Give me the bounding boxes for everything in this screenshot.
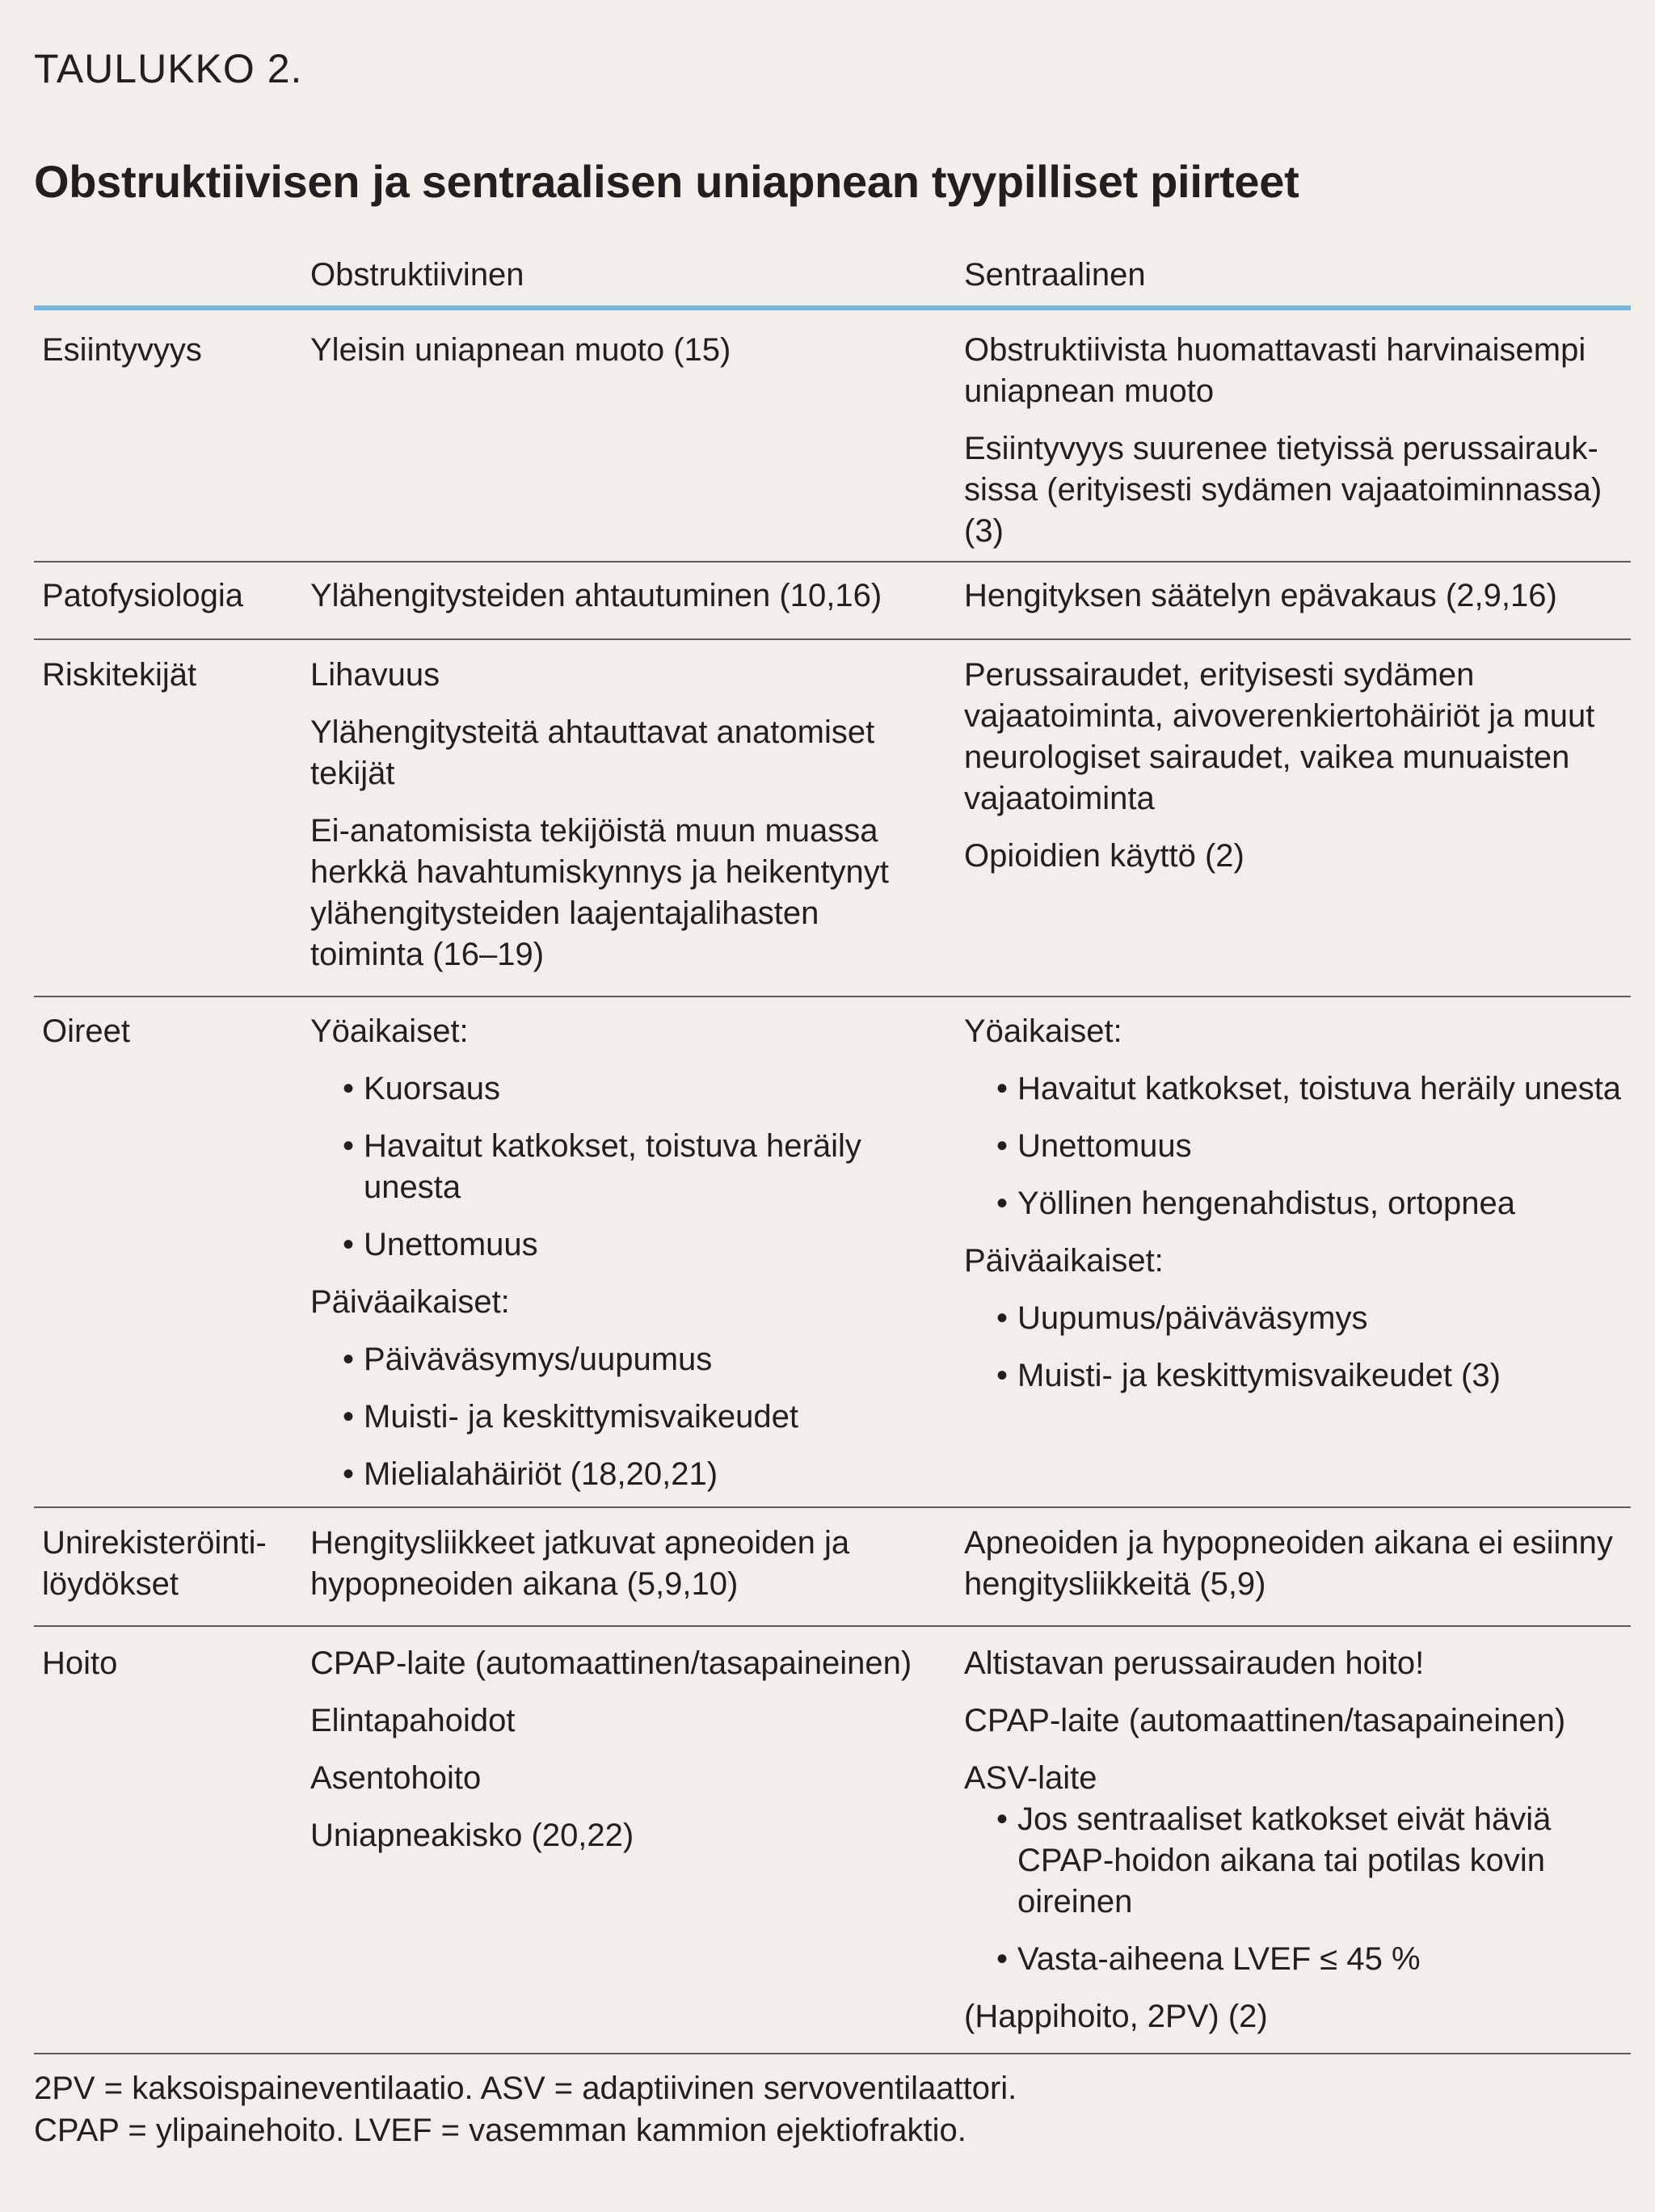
bullet-dot: •: [996, 1801, 1009, 1837]
cell-text: Opioidien käyttö (2): [964, 838, 1244, 874]
list-item-text: Kuorsaus: [364, 1071, 500, 1106]
table-number-label: TAULUKKO 2.: [34, 46, 303, 91]
cell-oireet-obstructive: [310, 1011, 924, 1495]
cell-esiintyvyys-obstructive: [310, 330, 924, 371]
subheading-night: Yöaikaiset:: [310, 1013, 469, 1049]
list-item: [964, 1355, 1627, 1397]
header-accent-rule: [34, 305, 1631, 310]
row-divider: [34, 561, 1631, 562]
cell-unirekisterointi-obstructive: [310, 1523, 924, 1605]
cell-text: CPAP-laite (automaattinen/tasapaineinen): [310, 1645, 912, 1681]
cell-patofysiologia-central: [964, 575, 1627, 617]
list-item-text: Vasta-aiheena LVEF ≤ 45 %: [1017, 1941, 1421, 1977]
list-item: [310, 1339, 924, 1380]
list-item-text: Jos sentraaliset katkokset eivät häviä CPAP-hoidon aikana tai potilas kovin oireinen: [1017, 1801, 1552, 1919]
list-item: [310, 1068, 924, 1110]
bullet-list-night: [964, 1068, 1627, 1224]
row-divider: [34, 2053, 1631, 2054]
bullet-dot: •: [343, 1128, 355, 1164]
row-divider: [34, 996, 1631, 997]
bullet-dot: •: [996, 1941, 1009, 1977]
footnote-line: 2PV = kaksoispaineventilaatio. ASV = adaptiivinen servoventilaattori.: [34, 2071, 1017, 2106]
bullet-dot: •: [996, 1358, 1009, 1393]
list-item: [964, 1183, 1627, 1224]
list-item: [964, 1939, 1627, 1980]
cell-text: CPAP-laite (automaattinen/tasapaineinen): [964, 1703, 1566, 1738]
list-item-text: Yöllinen hengenahdistus, ortopnea: [1017, 1186, 1516, 1221]
cell-text: Elintapahoidot: [310, 1703, 516, 1738]
cell-text: Obstruktiivista huomattavasti harvinaisempi uniapnean muoto: [964, 332, 1586, 409]
footnote: [34, 2067, 1017, 2151]
cell-riskitekijat-central: [964, 655, 1627, 877]
cell-text: Ylähengitysteiden ahtautuminen (10,16): [310, 578, 882, 613]
list-item-text: Päiväväsymys/uupumus: [364, 1342, 713, 1377]
cell-text: Yleisin uniapnean muoto (15): [310, 332, 731, 368]
row-label-patofysiologia: Patofysiologia: [42, 578, 244, 613]
bullet-list-asv: [964, 1799, 1627, 1980]
list-item: [310, 1454, 924, 1495]
bullet-dot: •: [343, 1227, 355, 1262]
list-item-text: Muisti- ja keskittymisvaikeudet: [364, 1399, 798, 1435]
cell-text: Ei-anatomisista tekijöistä muun muassa herkkä havahtumiskynnys ja heikentynyt ylähengitysteiden laajentajalihasten toiminta (16–19): [310, 813, 889, 972]
list-item: [310, 1126, 924, 1208]
list-item-text: Unettomuus: [364, 1227, 538, 1262]
list-item-text: Mielialahäiriöt (18,20,21): [364, 1456, 718, 1492]
bullet-dot: •: [343, 1399, 355, 1435]
row-divider: [34, 638, 1631, 640]
bullet-list-day: [964, 1298, 1627, 1397]
row-label-unirekisterointi: Unirekisteröinti-löydökset: [42, 1525, 267, 1602]
bullet-dot: •: [343, 1456, 355, 1492]
list-item: [964, 1298, 1627, 1339]
list-item-text: Uupumus/päiväväsymys: [1017, 1300, 1368, 1336]
list-item: [964, 1126, 1627, 1167]
list-item-text: Muisti- ja keskittymisvaikeudet (3): [1017, 1358, 1501, 1393]
cell-riskitekijat-obstructive: [310, 655, 924, 975]
cell-text: Altistavan perussairauden hoito!: [964, 1645, 1425, 1681]
list-item-text: Havaitut katkokset, toistuva heräily unesta: [1017, 1071, 1622, 1106]
cell-text: (Happihoito, 2PV) (2): [964, 1999, 1268, 2034]
cell-text: Uniapneakisko (20,22): [310, 1818, 634, 1853]
subheading-day: Päiväaikaiset:: [964, 1243, 1164, 1279]
bullet-dot: •: [996, 1300, 1009, 1336]
row-label-oireet: Oireet: [42, 1013, 130, 1049]
bullet-dot: •: [996, 1128, 1009, 1164]
cell-text: Apneoiden ja hypopneoiden aikana ei esiinny hengitysliikkeitä (5,9): [964, 1525, 1613, 1602]
cell-oireet-central: [964, 1011, 1627, 1397]
cell-text: Esiintyvyys suurenee tietyissä perussairauk-sissa (erityisesti sydämen vajaatoiminnassa) (3): [964, 431, 1602, 549]
list-item: [964, 1068, 1627, 1110]
bullet-dot: •: [996, 1071, 1009, 1106]
cell-patofysiologia-obstructive: [310, 575, 924, 617]
bullet-list-night: [310, 1068, 924, 1266]
bullet-dot: •: [996, 1186, 1009, 1221]
list-item: [964, 1799, 1627, 1923]
cell-text: ASV-laite: [964, 1760, 1097, 1796]
cell-hoito-obstructive: [310, 1643, 924, 1856]
subheading-day: Päiväaikaiset:: [310, 1284, 510, 1320]
row-label-esiintyvyys: Esiintyvyys: [42, 332, 202, 368]
column-header-obstructive: Obstruktiivinen: [310, 257, 524, 293]
cell-unirekisterointi-central: [964, 1523, 1627, 1605]
cell-text: Perussairaudet, erityisesti sydämen vajaatoiminta, aivoverenkiertohäiriöt ja muut neurologiset sairaudet, vaikea munuaisten vajaatoiminta: [964, 657, 1595, 816]
footnote-line: CPAP = ylipainehoito. LVEF = vasemman kammion ejektiofraktio.: [34, 2113, 966, 2148]
list-item: [310, 1397, 924, 1438]
cell-hoito-central: [964, 1643, 1627, 2037]
list-item: [310, 1224, 924, 1266]
cell-text: Ylähengitysteitä ahtauttavat anatomiset tekijät: [310, 714, 875, 791]
row-divider: [34, 1625, 1631, 1627]
table-title: Obstruktiivisen ja sentraalisen uniapnean tyypilliset piirteet: [34, 156, 1299, 207]
row-label-hoito: Hoito: [42, 1645, 118, 1681]
cell-text: Hengitysliikkeet jatkuvat apneoiden ja hypopneoiden aikana (5,9,10): [310, 1525, 850, 1602]
cell-text: Asentohoito: [310, 1760, 482, 1796]
column-header-central: Sentraalinen: [964, 257, 1146, 293]
subheading-night: Yöaikaiset:: [964, 1013, 1122, 1049]
bullet-dot: •: [343, 1071, 355, 1106]
list-item-text: Unettomuus: [1017, 1128, 1192, 1164]
row-divider: [34, 1506, 1631, 1508]
bullet-list-day: [310, 1339, 924, 1495]
cell-text: Lihavuus: [310, 657, 440, 693]
cell-text: Hengityksen säätelyn epävakaus (2,9,16): [964, 578, 1557, 613]
list-item-text: Havaitut katkokset, toistuva heräily unesta: [364, 1128, 861, 1205]
cell-esiintyvyys-central: [964, 330, 1627, 552]
bullet-dot: •: [343, 1342, 355, 1377]
row-label-riskitekijat: Riskitekijät: [42, 657, 197, 693]
